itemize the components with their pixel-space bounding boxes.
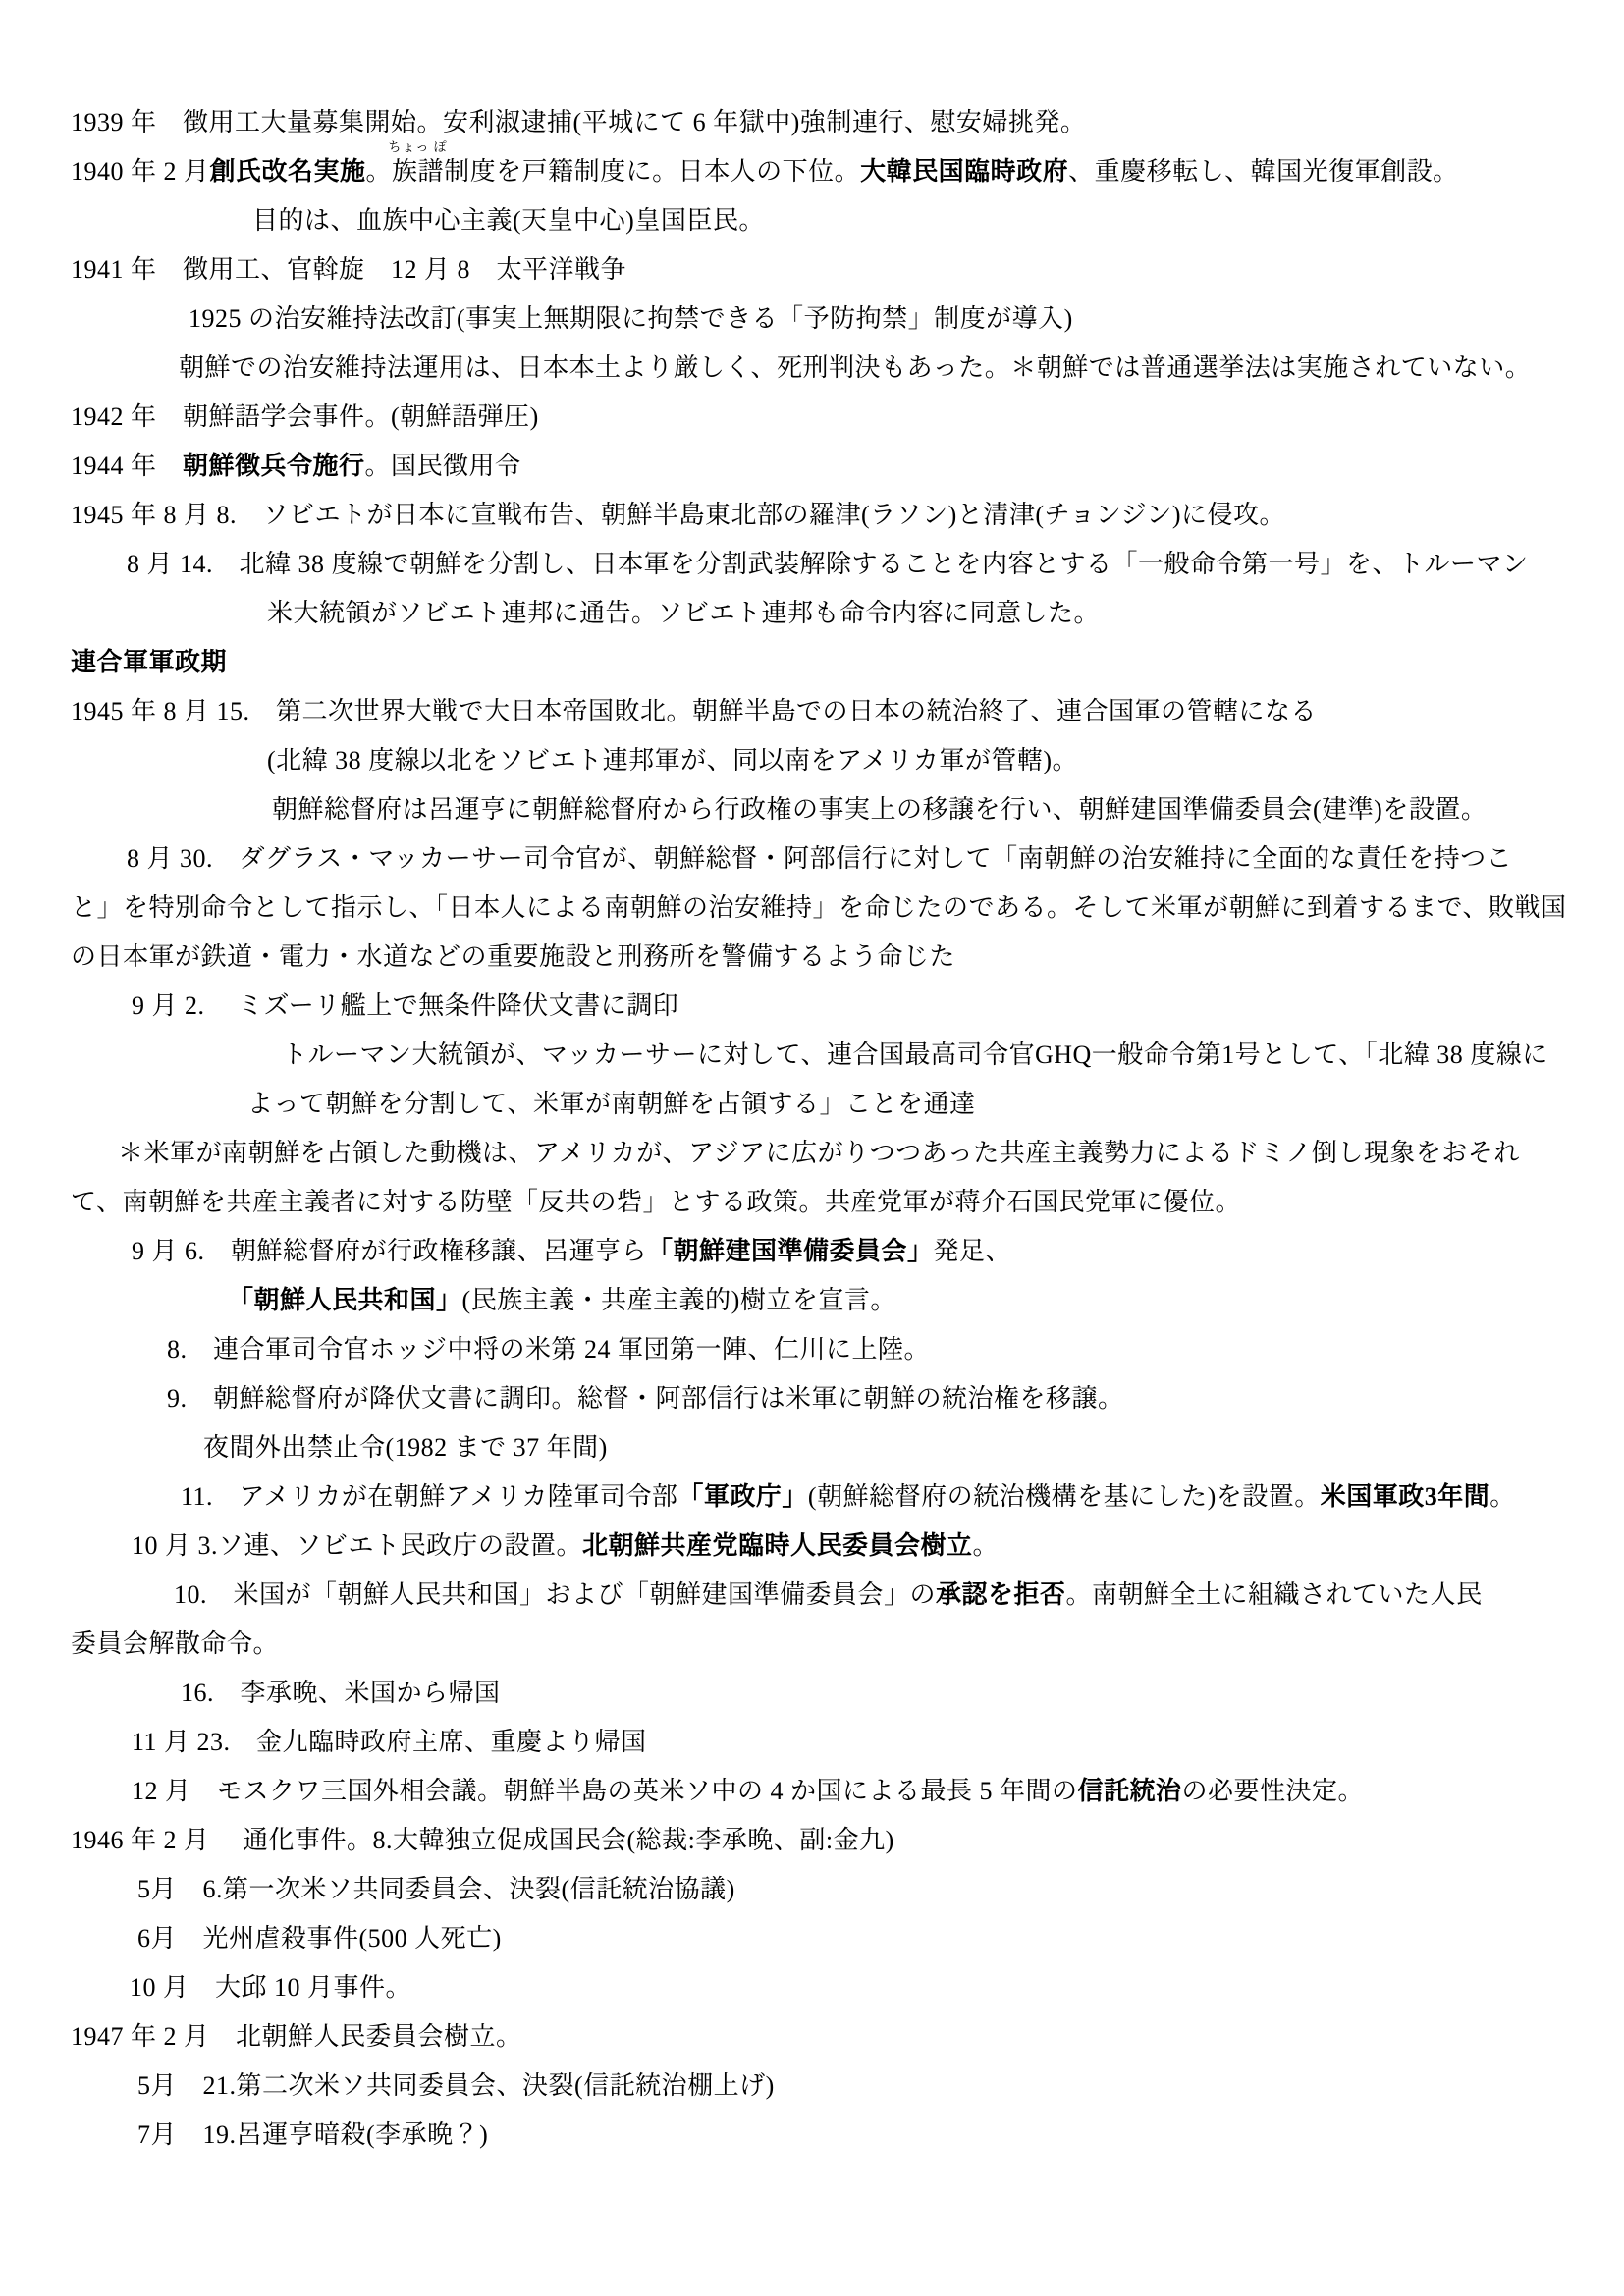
text-line (71, 1472, 1585, 1522)
text-segment: 11. アメリカが在朝鮮アメリカ陸軍司令部 (181, 1482, 678, 1511)
text-line (71, 1423, 1585, 1472)
text-line (71, 736, 1585, 785)
text-segment: 朝鮮総督府は呂運亨に朝鮮総督府から行政権の事実上の移譲を行い、朝鮮建国準備委員会(建準)を設置。 (272, 795, 1488, 824)
text-line (71, 2012, 1585, 2061)
furigana: ちょっ ぽ (388, 139, 448, 154)
text-segment: 米大統領がソビエト連邦に通告。ソビエト連邦も命令内容に同意した。 (267, 599, 1101, 627)
text-segment-with-furigana: ちょっ ぽ 族譜 (388, 139, 448, 186)
text-segment: 8 月 30. ダグラス・マッカーサー司令官が、朝鮮総督・阿部信行に対して「南朝鮮の治安維持に全面的な責任を持つこ (127, 844, 1513, 873)
text-segment: 1947 年 2 月 北朝鮮人民委員会樹立。 (71, 2022, 522, 2051)
text-line (71, 1227, 1585, 1276)
text-segment: 6月 光州虐殺事件(500 人死亡) (137, 1924, 502, 1952)
text-segment: 北朝鮮共産党臨時人民委員会樹立 (582, 1531, 973, 1560)
text-segment: 11 月 23. 金九臨時政府主席、重慶より帰国 (132, 1728, 647, 1756)
text-segment: 、重慶移転し、韓国光復軍創設。 (1068, 157, 1459, 186)
text-segment: 発足、 (933, 1237, 1012, 1265)
text-line (71, 687, 1585, 736)
text-segment: 大韓民国臨時政府 (860, 157, 1069, 186)
text-line (71, 294, 1585, 344)
text-segment: 7月 19.呂運亨暗殺(李承晩？) (137, 2120, 489, 2149)
text-segment: 9 月 2. ミズーリ艦上で無条件降伏文書に調印 (132, 991, 679, 1020)
text-segment: 1946 年 2 月 通化事件。8.大韓独立促成国民会(総裁:李承晩、副:金九) (71, 1826, 894, 1854)
text-segment: 5月 6.第一次米ソ共同委員会、決裂(信託統治協議) (137, 1875, 735, 1903)
text-segment: 「朝鮮建国準備委員会」 (647, 1237, 934, 1265)
text-line (71, 933, 1585, 982)
text-segment: ＊米軍が南朝鮮を占領した動機は、アメリカが、アジアに広がりつつあった共産主義勢力によるドミノ倒し現象をおそれ (118, 1139, 1520, 1167)
text-segment: 朝鮮での治安維持法運用は、日本本土より厳しく、死刑判決もあった。＊朝鮮では普通選挙法は実施されていない。 (179, 353, 1532, 382)
text-segment: 8. 連合軍司令官ホッジ中将の米第 24 軍団第一陣、仁川に上陸。 (167, 1335, 931, 1363)
text-line (71, 1374, 1585, 1423)
text-segment: 1940 年 2 月 (71, 157, 210, 186)
text-segment: よって朝鮮を分割して、米軍が南朝鮮を占領する」ことを通達 (247, 1090, 976, 1118)
text-segment: トルーマン大統領が、マッカーサーに対して、連合国最高司令官GHQ一般命令第1号として、「北緯 38 度線に (282, 1041, 1548, 1069)
text-segment: 「軍政庁」 (677, 1482, 808, 1511)
text-segment: 。南朝鮮全土に組織されていた人民 (1065, 1580, 1483, 1609)
text-segment: て、南朝鮮を共産主義者に対する防壁「反共の砦」とする政策。共産党軍が蒋介石国民党軍に優位。 (71, 1188, 1241, 1216)
text-segment: 目的は、血族中心主義(天皇中心)皇国臣民。 (252, 206, 765, 235)
text-line (71, 1080, 1585, 1129)
text-line (71, 1914, 1585, 1963)
text-segment: 。 (365, 157, 393, 186)
text-segment: の日本軍が鉄道・電力・水道などの重要施設と刑務所を警備するよう命じた (71, 942, 956, 971)
text-line (71, 883, 1585, 933)
text-line (71, 98, 1585, 147)
text-segment: 5月 21.第二次米ソ共同委員会、決裂(信託統治棚上げ) (137, 2071, 775, 2100)
text-line (71, 1129, 1585, 1178)
text-line (71, 393, 1585, 442)
text-segment: 8 月 14. 北緯 38 度線で朝鮮を分割し、日本軍を分割武装解除することを内容とする「一般命令第一号」を、トルーマン (127, 550, 1529, 578)
text-segment: 。 (972, 1531, 1000, 1560)
text-line (71, 1816, 1585, 1865)
text-line (71, 1620, 1585, 1669)
text-line (71, 344, 1585, 393)
text-segment: 創氏改名実施 (209, 157, 366, 186)
text-segment: 1944 年 (71, 452, 184, 480)
text-line (71, 1669, 1585, 1718)
text-line (71, 540, 1585, 589)
text-segment: 。 (1489, 1482, 1516, 1511)
text-segment: 朝鮮徴兵令施行 (183, 452, 365, 480)
text-segment: 「朝鮮人民共和国」 (228, 1286, 462, 1314)
text-segment: (民族主義・共産主義的)樹立を宣言。 (461, 1286, 896, 1314)
text-segment: 16. 李承晩、米国から帰国 (181, 1679, 501, 1707)
text-segment: 連合軍軍政期 (71, 648, 228, 676)
text-line (71, 1718, 1585, 1767)
text-segment: 9 月 6. 朝鮮総督府が行政権移譲、呂運亨ら (132, 1237, 648, 1265)
text-line (71, 1571, 1585, 1620)
text-line (71, 2061, 1585, 2110)
text-line (71, 491, 1585, 540)
text-line (71, 638, 1585, 687)
text-segment: 委員会解散命令。 (71, 1629, 280, 1658)
text-line (71, 1522, 1585, 1571)
text-segment: 1942 年 朝鮮語学会事件。(朝鮮語弾圧) (71, 402, 539, 431)
text-line (71, 785, 1585, 834)
text-segment: 。国民徴用令 (364, 452, 521, 480)
text-segment: (北緯 38 度線以北をソビエト連邦軍が、同以南をアメリカ軍が管轄)。 (267, 746, 1078, 774)
text-line (71, 1178, 1585, 1227)
text-segment: 制度を戸籍制度に。日本人の下位。 (444, 157, 861, 186)
text-segment: (朝鮮総督府の統治機構を基にした)を設置。 (807, 1482, 1321, 1511)
text-segment: 米国軍政3年間 (1320, 1482, 1490, 1511)
text-line (71, 1963, 1585, 2012)
text-line (71, 1865, 1585, 1914)
text-line (71, 1031, 1585, 1080)
text-segment: 10 月 大邱 10 月事件。 (130, 1973, 412, 2002)
text-segment: 9. 朝鮮総督府が降伏文書に調印。総督・阿部信行は米軍に朝鮮の統治権を移譲。 (167, 1384, 1124, 1413)
text-segment: 夜間外出禁止令(1982 まで 37 年間) (203, 1433, 608, 1462)
text-line (71, 1767, 1585, 1816)
text-segment: 1939 年 徴用工大量募集開始。安利淑逮捕(平城にて 6 年獄中)強制連行、慰安婦挑発。 (71, 108, 1087, 136)
text-segment: 12 月 モスクワ三国外相会議。朝鮮半島の英米ソ中の 4 か国による最長 5 年間の (132, 1777, 1078, 1805)
text-segment: 10 月 3.ソ連、ソビエト民政庁の設置。 (132, 1531, 583, 1560)
text-line (71, 834, 1585, 883)
text-line (71, 1325, 1585, 1374)
text-segment: 承認を拒否 (936, 1580, 1066, 1609)
text-line (71, 589, 1585, 638)
text-line (71, 442, 1585, 491)
text-segment: 1945 年 8 月 15. 第二次世界大戦で大日本帝国敗北。朝鮮半島での日本の統治終了、連合国軍の管轄になる (71, 697, 1318, 725)
text-line (71, 245, 1585, 294)
text-line (71, 982, 1585, 1031)
text-line (71, 139, 1585, 196)
text-segment: の必要性決定。 (1181, 1777, 1365, 1805)
text-segment: 10. 米国が「朝鮮人民共和国」および「朝鮮建国準備委員会」の (174, 1580, 937, 1609)
text-line (71, 1276, 1585, 1325)
text-line (71, 196, 1585, 245)
text-segment: と」を特別命令として指示し、「日本人による南朝鮮の治安維持」を命じたのである。そして米軍が朝鮮に到着するまで、敗戦国 (71, 893, 1567, 922)
text-segment: 信託統治 (1077, 1777, 1182, 1805)
text-line (71, 2110, 1585, 2160)
text-segment: 1925 の治安維持法改訂(事実上無期限に拘禁できる「予防拘禁」制度が導入) (189, 304, 1073, 333)
text-segment: 1941 年 徴用工、官斡旋 12 月 8 太平洋戦争 (71, 255, 627, 284)
text-segment: 1945 年 8 月 8. ソビエトが日本に宣戦布告、朝鮮半島東北部の羅津(ラソン)と清津(チョンジン)に侵攻。 (71, 501, 1286, 529)
